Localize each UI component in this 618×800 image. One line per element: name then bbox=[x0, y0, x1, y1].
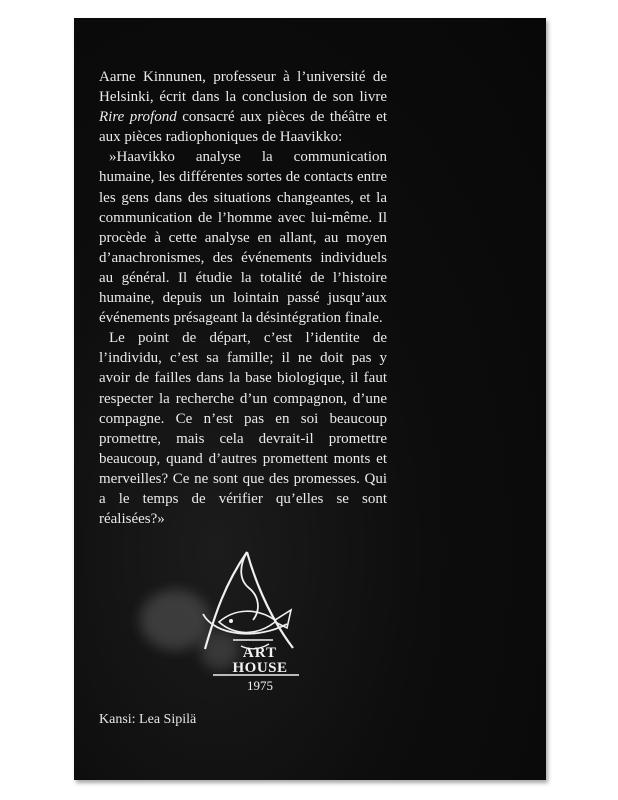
intro-text: Aarne Kinnunen, professeur à l’université de Helsinki, écrit dans la conclusion de son livre bbox=[99, 69, 387, 106]
logo-year: 1975 bbox=[247, 678, 273, 693]
blurb-paragraph-quote-2: Le point de départ, c’est l’identite de l’individu, c’est sa famille; il ne doit pas y avoir de failles dans la base biologique, il faut respecter la recherche d’un compagnon, d’une compagne. Ce n’est pas en soi beaucoup promettre, mais cela devrait-il promettre beaucoup, quand d’autres promettent monts et merveilles? Ce ne sont que des promesses. Qui a le temps de vérifier qu’elles se sont réalisées?» bbox=[99, 330, 387, 528]
cover-credit: Kansi: Lea Sipilä bbox=[99, 712, 197, 727]
book-title: Rire profond bbox=[99, 109, 177, 126]
logo-line-art: ART bbox=[242, 645, 278, 661]
intro-text-end: consacré aux pièces de théâtre et aux pièces radiophoniques de Haavikko: bbox=[99, 109, 387, 146]
blurb-paragraph-intro bbox=[99, 67, 387, 147]
blurb-text bbox=[99, 67, 387, 529]
logo-line-house: HOUSE bbox=[232, 660, 288, 676]
blurb-paragraph-quote-1: »Haavikko analyse la communication humaine, les différentes sortes de contacts entre les gens dans des situations changeantes, et la communication de l’homme avec lui-même. Il procède à cette analyse en allant, au moyen d’anachronismes, des événements individuels au général. Il étudie la totalité de l’histoire humaine, depuis un lointain passé jusqu’aux événements présageant la désintégration finale. bbox=[99, 149, 387, 327]
